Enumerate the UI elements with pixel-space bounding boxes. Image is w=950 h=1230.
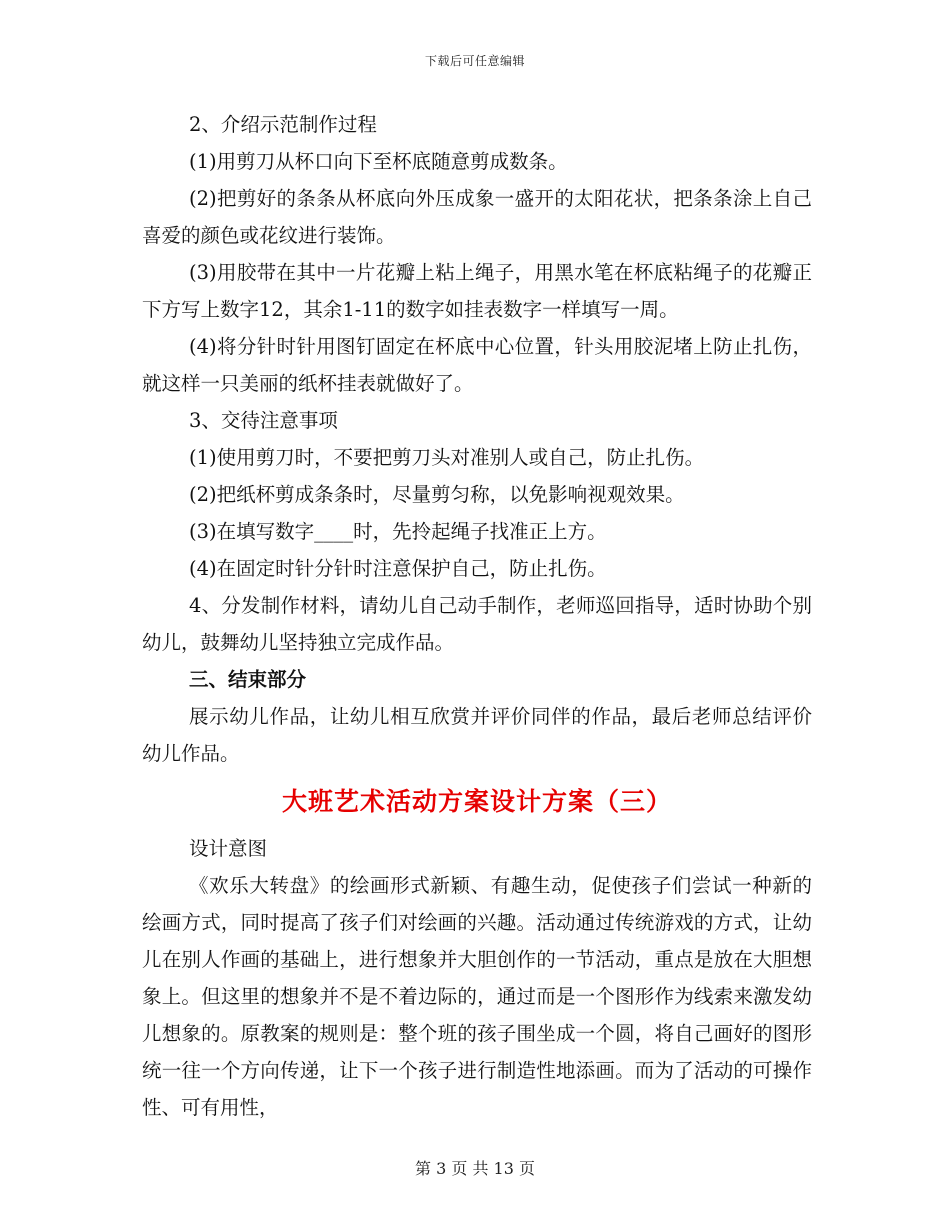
document-body [142, 106, 812, 1126]
paragraph: 3、交待注意事项 [189, 409, 338, 432]
paragraph: 2、介绍示范制作过程 [189, 113, 377, 136]
paragraph: (4)将分针时针用图钉固定在杯底中心位置，针头用胶泥堵上防止扎伤，就这样一只美丽的纸杯挂表就做好了。 [142, 335, 812, 395]
paragraph: (3)在填写数字____时，先拎起绳子找准正上方。 [189, 520, 607, 543]
paragraph: (2)把纸杯剪成条条时，尽量剪匀称，以免影响视观效果。 [189, 483, 685, 506]
paragraph: 展示幼儿作品，让幼儿相互欣赏并评价同伴的作品，最后老师总结评价幼儿作品。 [142, 705, 812, 765]
section-title: 大班艺术活动方案设计方案（三） [281, 787, 672, 816]
paragraph: (3)用胶带在其中一片花瓣上粘上绳子，用黑水笔在杯底粘绳子的花瓣正下方写上数字12，其余1-11的数字如挂表数字一样填写一周。 [142, 261, 812, 321]
paragraph: 4、分发制作材料，请幼儿自己动手制作，老师巡回指导，适时协助个别幼儿，鼓舞幼儿坚持独立完成作品。 [142, 594, 812, 654]
section-heading: 三、结束部分 [189, 668, 307, 691]
paragraph: 《欢乐大转盘》的绘画形式新颖、有趣生动，促使孩子们尝试一种新的绘画方式，同时提高了孩子们对绘画的兴趣。活动通过传统游戏的方式，让幼儿在别人作画的基础上，进行想象并大胆创作的一节活动，重点是放在大胆想象上。但这里的想象并不是不着边际的，通过而是一个图形作为线索来激发幼儿想象的。原教案的规则是：整个班的孩子围坐成一个圆，将自己画好的图形统一往一个方向传递，让下一个孩子进行制造性地添画。而为了活动的可操作性、可有用性， [142, 874, 812, 1119]
paragraph: (1)使用剪刀时，不要把剪刀头对准别人或自己，防止扎伤。 [189, 446, 705, 469]
paragraph: (1)用剪刀从杯口向下至杯底随意剪成数条。 [189, 150, 568, 173]
page-header: 下载后可任意编辑 [424, 54, 525, 68]
subheading: 设计意图 [189, 837, 268, 860]
page-footer: 第 3 页 共 13 页 [415, 1159, 535, 1178]
paragraph: (2)把剪好的条条从杯底向外压成象一盛开的太阳花状，把条条涂上自己喜爱的颜色或花纹进行装饰。 [142, 187, 812, 247]
paragraph: (4)在固定时针分针时注意保护自己，防止扎伤。 [189, 557, 607, 580]
